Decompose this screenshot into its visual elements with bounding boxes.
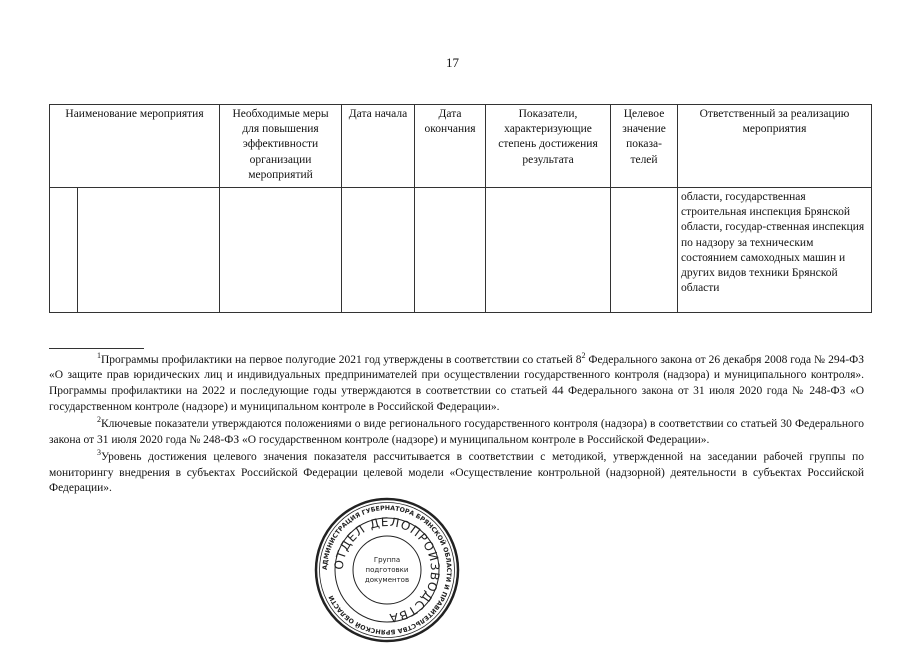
stamp-outer-text: АДМИНИСТРАЦИЯ ГУБЕРНАТОРА БРЯНСКОЙ ОБЛАСТИ И ПРАВИТЕЛЬСТВА БРЯНСКОЙ ОБЛАСТИ — [321, 504, 453, 636]
cell-target-value — [611, 188, 678, 313]
header-responsible: Ответственный за реализацию мероприятия — [678, 105, 872, 188]
footnote-separator — [49, 348, 144, 349]
footnote-1: $^1$Программы профилактики на первое полугодие 2021 год утверждены в соответствии со статьей $8^2$ Федерального закона от 26 декабря 2008 года № 294-ФЗ «О защите прав юридических лиц и индивидуальных предпринимателей при осуществлении государственного контроля (надзора) и муниципального контроля». Программы профилактики на 2022 и последующие годы утверждаются в соответствии со статьей 44 Федерального закона от 31 июля 2020 года № 248-ФЗ «О государственном контроле (надзоре) и муниципальном контроле в Российской Федерации». — [49, 351, 864, 413]
stamp-center-line-2: подготовки — [365, 566, 409, 574]
cell-activity-name — [78, 188, 220, 313]
stamp-center-line-1: Группа — [373, 556, 401, 564]
table-row — [50, 188, 872, 313]
header-indicators: Показатели, характеризующие степень достижения результата — [486, 105, 611, 188]
stamp-center-line-3: документов — [364, 576, 410, 584]
department-stamp — [312, 495, 462, 645]
header-end-date: Дата окончания — [415, 105, 486, 188]
page-number: 17 — [446, 55, 459, 70]
footnote-3: $^3$Уровень достижения целевого значения показателя рассчитывается в соответствии с методикой, утвержденной на заседании рабочей группы по мониторингу внедрения в субъектах Российской Федерации целевой модели «Осуществление контрольной (надзорной) деятельности в субъектах Российской Федерации». — [49, 448, 864, 495]
cell-start-date — [342, 188, 415, 313]
cell-measures — [220, 188, 342, 313]
activities-table — [49, 104, 872, 313]
cell-number — [50, 188, 78, 313]
cell-responsible: области, государственная строительная инспекция Брянской области, государ-ственная инспекция по надзору за техническим состоянием самоходных машин и других видов техники Брянской области — [678, 188, 872, 313]
footnote-2: $^2$Ключевые показатели утверждаются положениями о виде регионального государственного контроля (надзора) в соответствии со статьей 30 Федерального закона от 31 июля 2020 года № 248-ФЗ «О государственном контроле (надзоре) и муниципальном контроле в Российской Федерации». — [49, 415, 864, 446]
stamp-middle-text: ОТДЕЛ ДЕЛОПРОИЗВОДСТВА — [331, 514, 443, 626]
header-measures: Необходимые меры для повышения эффективности организации мероприятий — [220, 105, 342, 188]
header-target-value: Целевое значение показа-телей — [611, 105, 678, 188]
cell-indicators — [486, 188, 611, 313]
header-start-date: Дата начала — [342, 105, 415, 188]
table-header-row — [50, 105, 872, 188]
footnotes — [49, 348, 864, 497]
header-activity-name: Наименование мероприятия — [50, 105, 220, 188]
cell-end-date — [415, 188, 486, 313]
